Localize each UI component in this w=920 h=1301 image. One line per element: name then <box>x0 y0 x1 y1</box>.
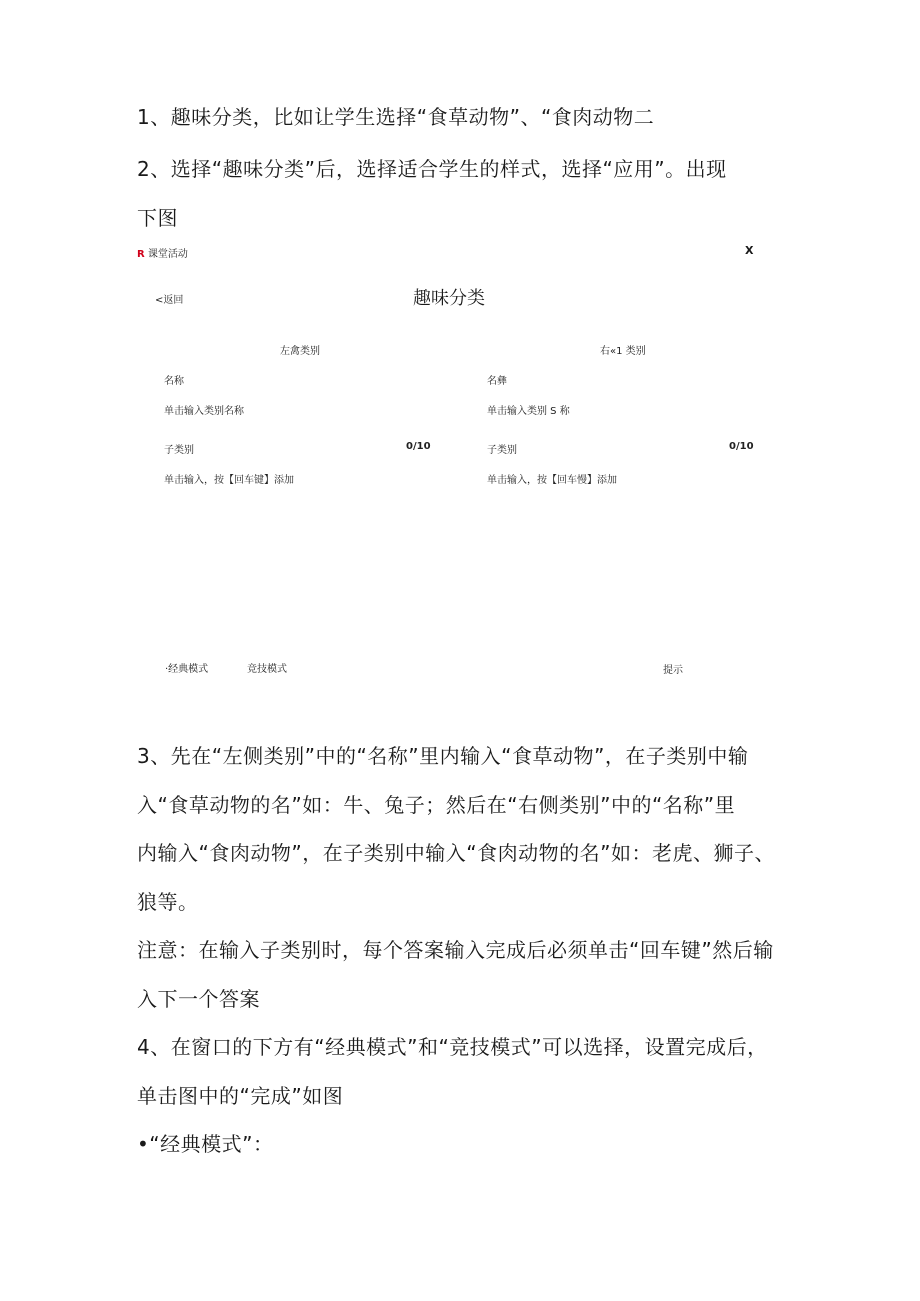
left-name-label: 名称 <box>164 376 184 387</box>
window-title: 课堂活动 <box>147 249 188 260</box>
step-2-text-line-2: 下图 <box>137 206 178 230</box>
step-3-text-line-2: 入“食草动物的名”如：牛、兔子；然后在“右侧类别”中的“名称”里 <box>137 793 736 817</box>
step-4-text-line-1: 4、在窗口的下方有“经典模式”和“竞技模式”可以选择，设置完成后， <box>137 1035 768 1059</box>
left-name-input[interactable]: 单击输入类别名称 <box>164 406 244 417</box>
step-3-text-line-1: 3、先在“左侧类别”中的“名称”里内输入“食草动物”，在子类别中输 <box>137 744 749 768</box>
right-name-input[interactable]: 单击输入类别 S 称 <box>487 406 570 417</box>
note-text-line-2: 入下一个答案 <box>137 987 260 1011</box>
left-subcategory-label: 子类别 <box>164 445 194 456</box>
right-name-label: 名彝 <box>487 376 507 387</box>
window-title-bar <box>137 245 188 260</box>
page-title: 趣味分类 <box>413 288 485 309</box>
right-category-header: 右«1 类别 <box>600 346 646 357</box>
left-subcategory-count: 0/10 <box>406 441 431 452</box>
step-2-text-line-1: 2、选择“趣味分类”后，选择适合学生的样式，选择“应用”。出现 <box>137 157 727 181</box>
right-subcategory-input[interactable]: 单击输入，按【回车慢】添加 <box>487 475 617 486</box>
right-subcategory-label: 子类别 <box>487 445 517 456</box>
right-subcategory-count: 0/10 <box>729 441 754 452</box>
hint-button[interactable]: 提示 <box>663 665 683 676</box>
close-button[interactable]: X <box>745 244 754 257</box>
left-subcategory-input[interactable]: 单击输入，按【回车键】添加 <box>164 475 294 486</box>
bullet-classic-mode: •“经典模式”： <box>137 1132 274 1156</box>
step-4-text-line-2: 单击图中的“完成”如图 <box>137 1084 344 1108</box>
compete-mode-option[interactable]: 竞技模式 <box>247 664 287 675</box>
back-button[interactable]: <返回 <box>155 295 184 306</box>
note-text-line-1: 注意：在输入子类别时，每个答案输入完成后必须单击“回车键”然后输 <box>137 938 774 962</box>
left-category-header: 左禽类别 <box>280 346 320 357</box>
step-3-text-line-3: 内输入“食肉动物”，在子类别中输入“食肉动物的名”如：老虎、狮子、 <box>137 841 775 865</box>
app-logo-icon: R <box>137 249 145 260</box>
step-1-text: 1、趣味分类，比如让学生选择“食草动物”、“食肉动物二 <box>137 105 655 129</box>
classic-mode-option[interactable]: ·经典模式 <box>165 664 209 675</box>
step-3-text-line-4: 狼等。 <box>137 890 199 914</box>
